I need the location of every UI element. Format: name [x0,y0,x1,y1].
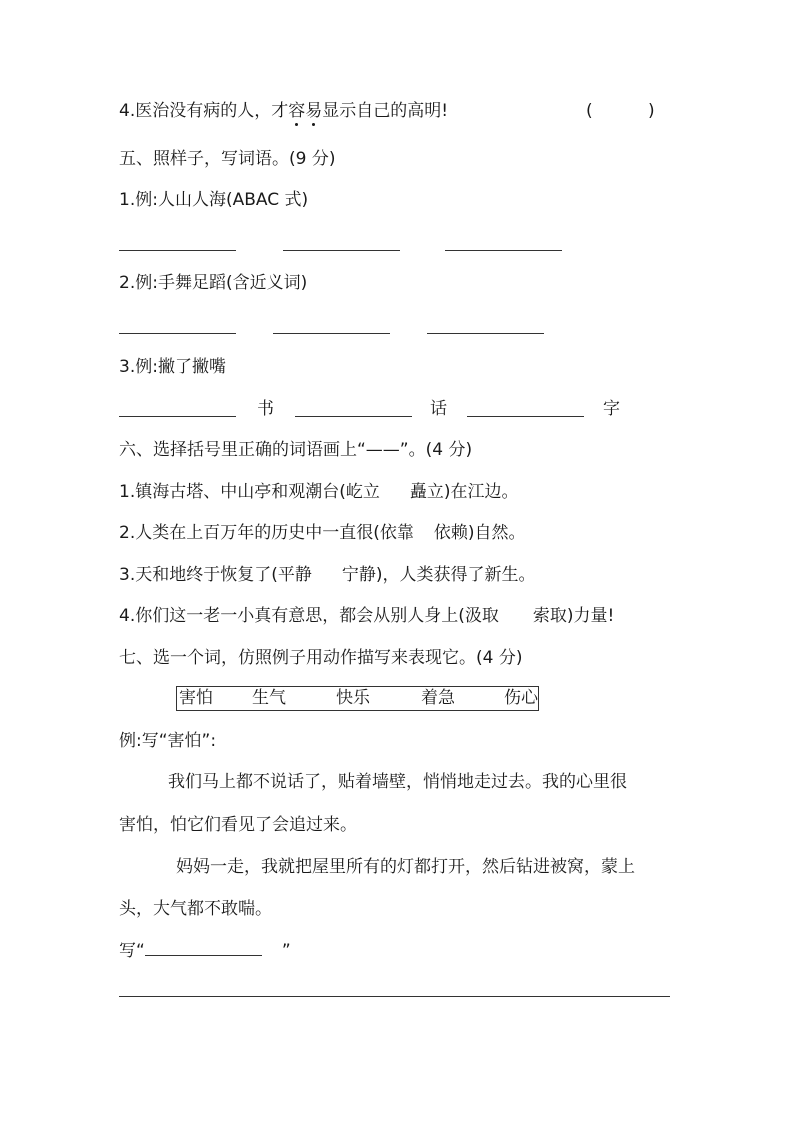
q4-emphasis-char-2: 易 [305,101,323,121]
answer-line[interactable] [119,996,670,997]
answer-blank[interactable] [445,249,562,251]
item-text: 3.天和地终于恢复了(平静 [119,565,312,585]
answer-blank[interactable] [295,415,412,417]
item-text: 4.你们这一老一小真有意思，都会从别人身上(汲取 [119,606,499,626]
answer-blank[interactable] [273,332,390,334]
answer-blank[interactable] [467,415,584,417]
word-choice[interactable]: 着急 [421,688,455,708]
word-choice[interactable]: 生气 [252,688,286,708]
section-7-heading: 七、选一个词，仿照例子用动作描写来表现它。(4 分) [119,648,523,668]
example-label: 例:写“害怕”: [119,731,217,751]
section-5-word-zi: 字 [603,399,620,419]
item-text: 索取)力量! [532,606,615,626]
example-paragraph-2-line-1: 妈妈一走，我就把屋里所有的灯都打开，然后钻进被窝，蒙上 [176,857,635,877]
write-prompt [119,937,291,963]
q4-text-before: 4.医治没有病的人，才 [119,101,289,121]
section-5-word-hua: 话 [430,399,447,419]
write-close: ” [281,941,291,961]
answer-blank[interactable] [119,249,236,251]
word-choice-box [176,686,539,711]
question-4-line [119,99,448,123]
answer-blank[interactable] [427,332,544,334]
write-open: 写“ [119,941,145,961]
section-5-heading: 五、照样子，写词语。(9 分) [119,149,336,169]
example-paragraph-1-line-1: 我们马上都不说话了，贴着墙壁，悄悄地走过去。我的心里很 [168,772,627,792]
answer-blank[interactable] [283,249,400,251]
section-6-item-1 [119,480,519,504]
section-5-example-2: 2.例:手舞足蹈(含近义词) [119,273,308,293]
item-text: 依赖)自然。 [433,523,526,543]
item-text: 矗立)在江边。 [409,482,519,502]
q4-emphasis-char-1: 容 [288,101,306,121]
section-6-item-2 [119,521,526,545]
section-6-item-3 [119,563,536,587]
section-5-word-shu: 书 [257,399,274,419]
item-text: 2.人类在上百万年的历史中一直很(依靠 [119,523,414,543]
example-paragraph-1-line-2: 害怕，怕它们看见了会追过来。 [119,815,357,835]
word-choice[interactable]: 伤心 [504,688,538,708]
q4-answer-paren-close[interactable]: ) [648,101,655,121]
q4-text-after: 显示自己的高明! [322,101,449,121]
word-choice[interactable]: 快乐 [336,688,370,708]
answer-blank[interactable] [119,415,236,417]
q4-answer-paren-open: ( [586,101,593,121]
section-5-example-3: 3.例:撇了撇嘴 [119,357,226,377]
section-6-item-4 [119,604,614,628]
section-5-example-1: 1.例:人山人海(ABAC 式) [119,190,309,210]
answer-blank[interactable] [145,937,262,956]
word-choice[interactable]: 害怕 [179,688,213,708]
item-text: 宁静)，人类获得了新生。 [341,565,536,585]
item-text: 1.镇海古塔、中山亭和观潮台(屹立 [119,482,380,502]
answer-blank[interactable] [119,332,236,334]
example-paragraph-2-line-2: 头，大气都不敢喘。 [119,899,272,919]
section-6-heading: 六、选择括号里正确的词语画上“——”。(4 分) [119,440,473,460]
